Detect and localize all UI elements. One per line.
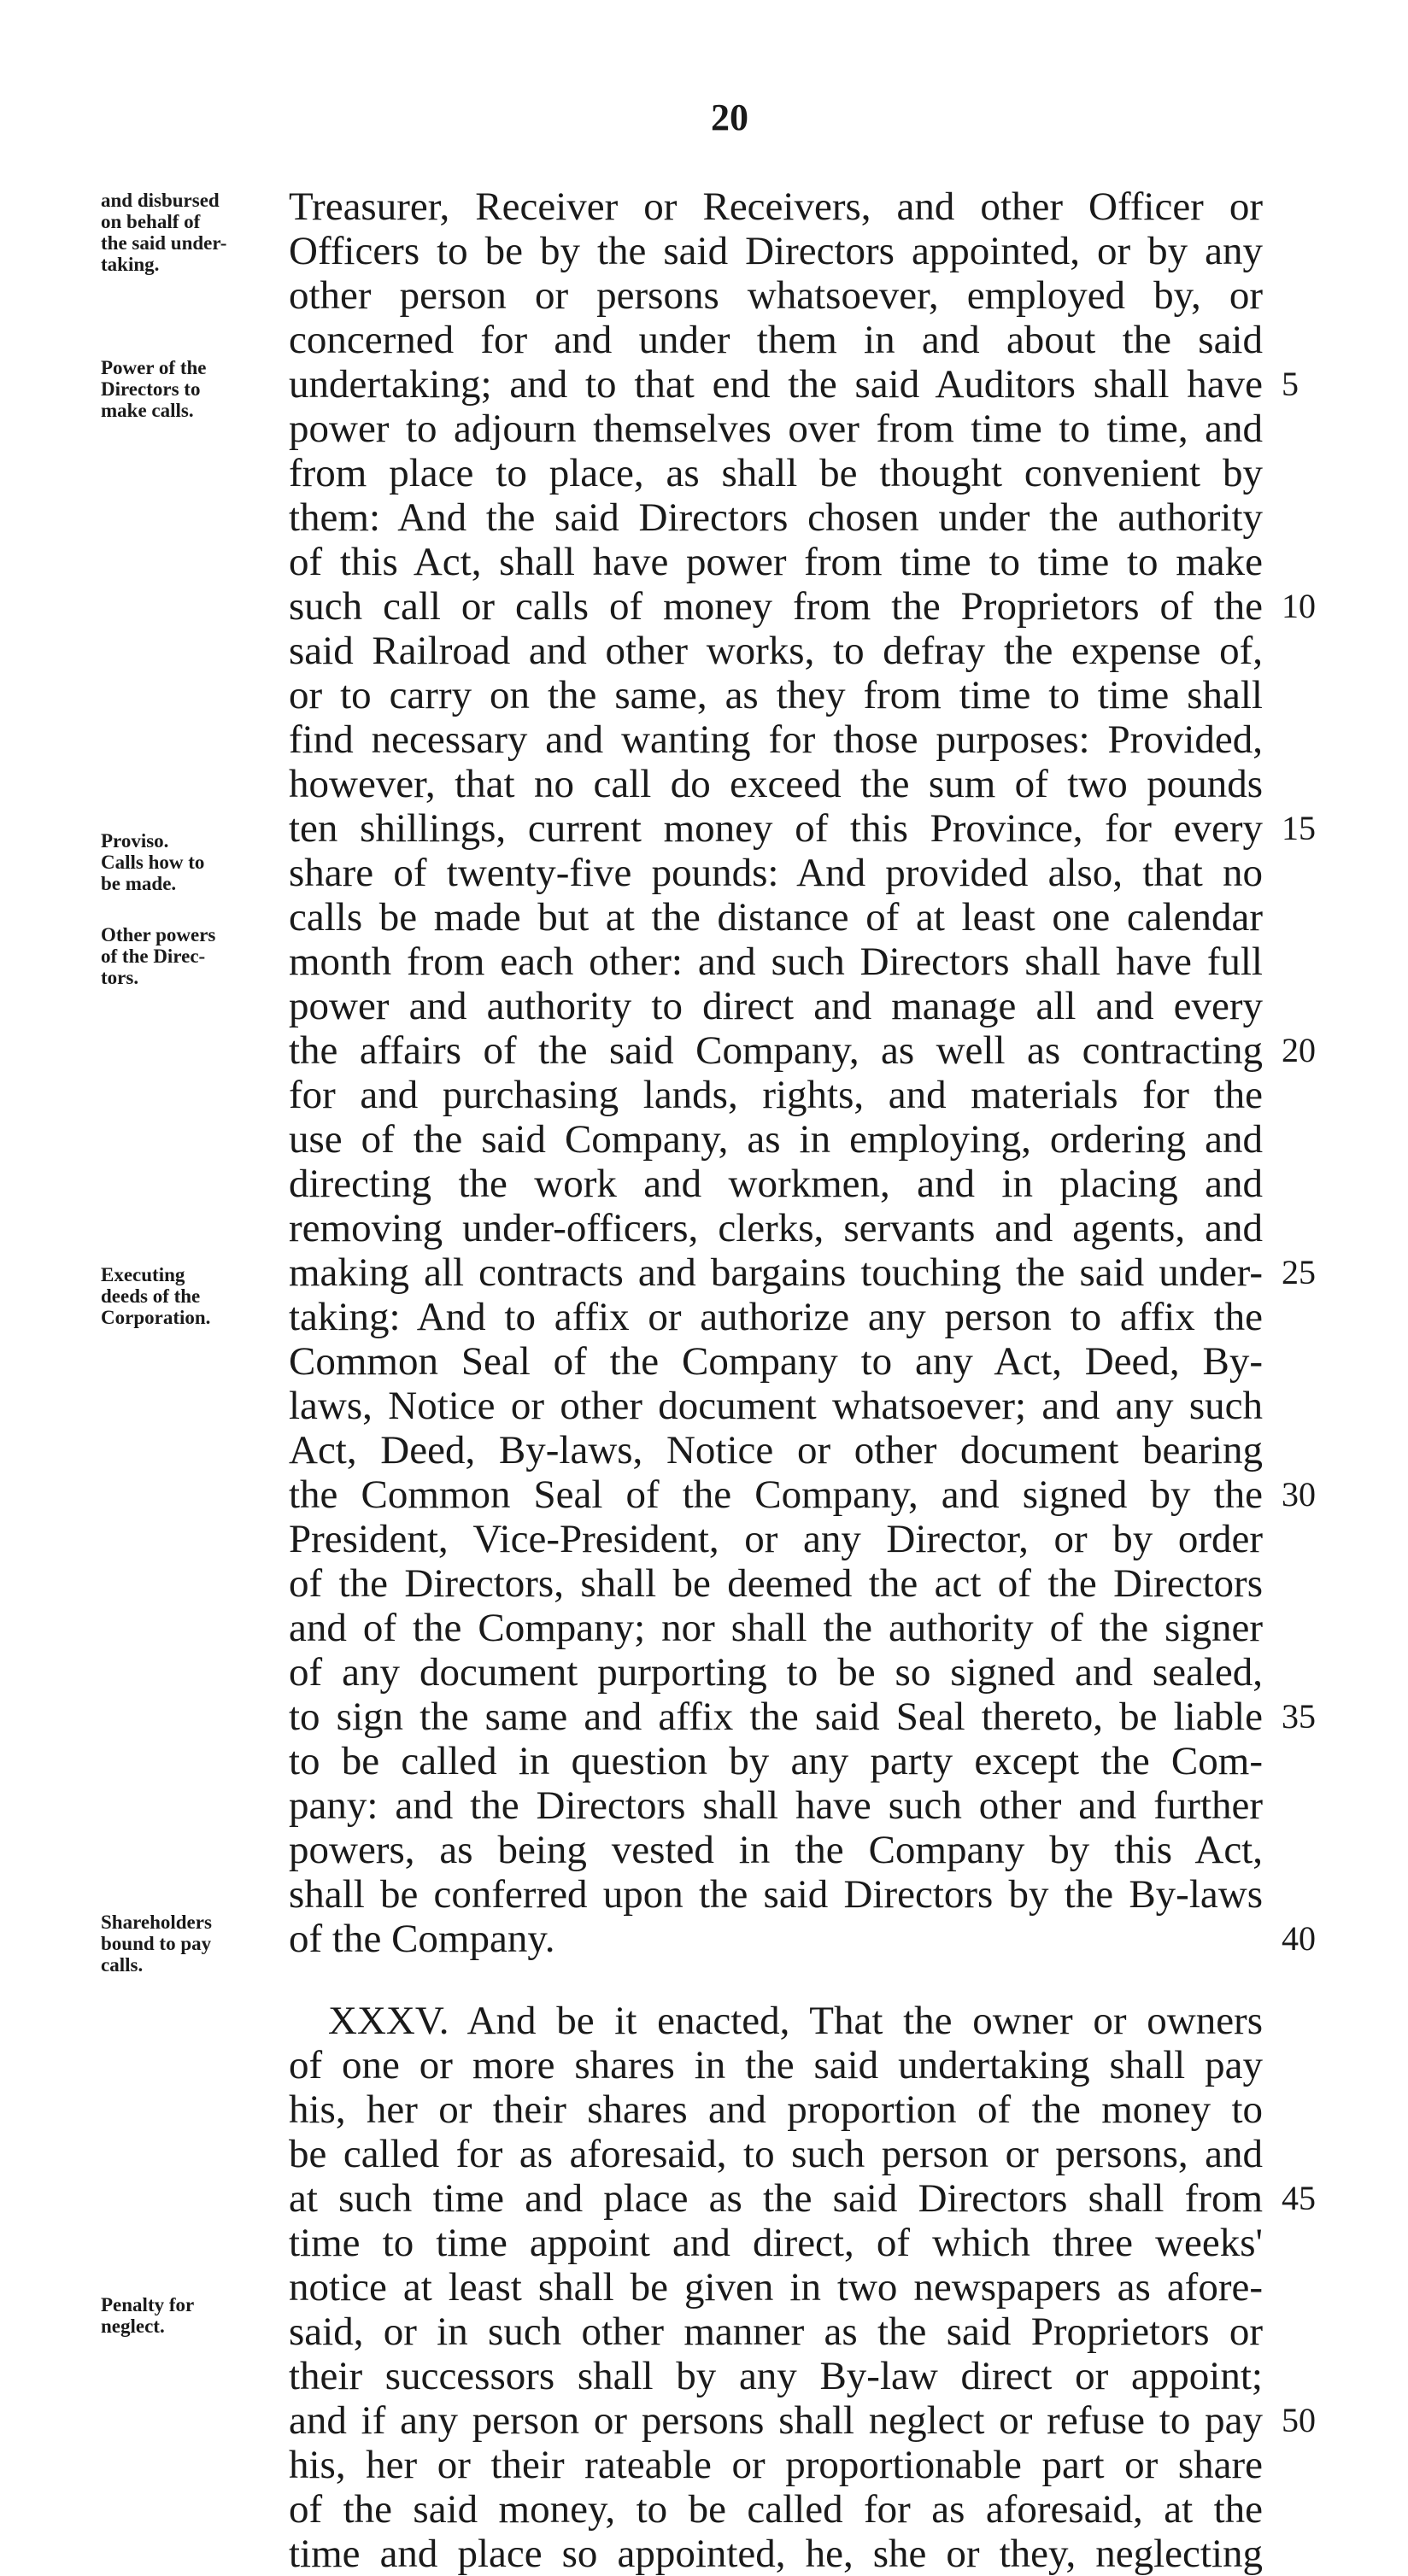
margin-note-line: tors. — [101, 967, 139, 988]
body-line: be called for as aforesaid, to such person or persons, and — [289, 2132, 1263, 2176]
line-number: 10 — [1282, 587, 1316, 625]
body-line: said Railroad and other works, to defray the expense of, — [289, 629, 1263, 673]
body-line: find necessary and wanting for those purposes: Provided, — [289, 717, 1263, 762]
body-line: said, or in such other manner as the said Proprietors or — [289, 2310, 1263, 2354]
body-line: of one or more shares in the said undertaking shall pay — [289, 2043, 1263, 2087]
line-number: 40 — [1282, 1919, 1316, 1958]
margin-note-line: on behalf of — [101, 211, 201, 232]
body-line: taking: And to affix or authorize any person to affix the — [289, 1295, 1263, 1339]
body-line: of the Company. — [289, 1917, 555, 1961]
body-line: calls be made but at the distance of at least one calendar — [289, 895, 1263, 940]
line-number: 30 — [1282, 1475, 1316, 1513]
body-line: shall be conferred upon the said Directors by the By-laws — [289, 1872, 1263, 1917]
body-line: Officers to be by the said Directors appointed, or by any — [289, 229, 1263, 273]
margin-note-line: Other powers — [101, 924, 216, 946]
body-line: the affairs of the said Company, as well as contracting — [289, 1028, 1263, 1073]
body-line: Treasurer, Receiver or Receivers, and other Officer or — [289, 184, 1263, 229]
body-line: share of twenty-five pounds: And provided also, that no — [289, 851, 1263, 895]
line-number: 50 — [1282, 2401, 1316, 2439]
body-line: powers, as being vested in the Company by this Act, — [289, 1828, 1263, 1872]
margin-note-line: Calls how to — [101, 852, 205, 873]
margin-note-line: deeds of the — [101, 1285, 201, 1307]
body-line: removing under-officers, clerks, servants and agents, and — [289, 1206, 1263, 1250]
body-line: the Common Seal of the Company, and signed by the — [289, 1472, 1263, 1517]
body-line: time to time appoint and direct, of which three weeks' — [289, 2221, 1263, 2265]
line-number: 35 — [1282, 1697, 1316, 1736]
body-line: to be called in question by any party except the Com- — [289, 1739, 1263, 1783]
body-line: concerned for and under them in and about the said — [289, 318, 1263, 362]
margin-note-line: Power of the — [101, 357, 207, 378]
body-line: from place to place, as shall be thought convenient by — [289, 451, 1263, 495]
margin-note-line: of the Direc- — [101, 946, 206, 967]
line-number: 20 — [1282, 1031, 1316, 1069]
body-line: their successors shall by any By-law direct or appoint; — [289, 2354, 1263, 2398]
margin-note-line: and disbursed — [101, 190, 220, 211]
body-line: however, that no call do exceed the sum of two pounds — [289, 762, 1263, 806]
margin-note-penalty — [101, 2294, 297, 2337]
margin-note-executing — [101, 1264, 297, 1328]
body-line: other person or persons whatsoever, employed by, or — [289, 273, 1263, 318]
body-line: of this Act, shall have power from time to time to make — [289, 540, 1263, 584]
margin-note-power-calls — [101, 357, 297, 421]
margin-note-line: taking. — [101, 254, 160, 275]
body-line: time and place so appointed, he, she or they, neglecting — [289, 2532, 1263, 2576]
body-line: them: And the said Directors chosen under the authority — [289, 495, 1263, 540]
body-line: notice at least shall be given in two newspapers as afore- — [289, 2265, 1263, 2310]
margin-note-line: Corporation. — [101, 1307, 211, 1328]
section-heading-line: XXXV. And be it enacted, That the owner or owners — [328, 1999, 1263, 2043]
body-line: President, Vice-President, or any Director, or by order — [289, 1517, 1263, 1561]
body-line: to sign the same and affix the said Seal thereto, be liable — [289, 1695, 1263, 1739]
body-line: Act, Deed, By-laws, Notice or other document bearing — [289, 1428, 1263, 1472]
margin-note-line: Penalty for — [101, 2294, 195, 2315]
body-line: power to adjourn themselves over from time to time, and — [289, 407, 1263, 451]
margin-note-line: Directors to — [101, 378, 201, 400]
margin-note-shareholders — [101, 1912, 297, 1976]
margin-note-line: Executing — [101, 1264, 185, 1285]
margin-note-line: Shareholders — [101, 1912, 212, 1933]
body-line: month from each other: and such Directors shall have full — [289, 940, 1263, 984]
body-line: Common Seal of the Company to any Act, Deed, By- — [289, 1339, 1263, 1384]
line-number: 45 — [1282, 2179, 1316, 2217]
body-line: pany: and the Directors shall have such other and further — [289, 1783, 1263, 1828]
margin-note-line: be made. — [101, 873, 177, 894]
body-line: his, her or their shares and proportion of the money to — [289, 2087, 1263, 2132]
line-number: 5 — [1282, 365, 1299, 403]
margin-note-line: make calls. — [101, 400, 194, 421]
body-line: undertaking; and to that end the said Auditors shall have — [289, 362, 1263, 407]
body-line: his, her or their rateable or proportionable part or share — [289, 2443, 1263, 2487]
body-line: laws, Notice or other document whatsoever; and any such — [289, 1384, 1263, 1428]
body-line: directing the work and workmen, and in placing and — [289, 1162, 1263, 1206]
body-line: at such time and place as the said Directors shall from — [289, 2176, 1263, 2221]
margin-note-proviso — [101, 830, 297, 894]
body-line: and of the Company; nor shall the authority of the signer — [289, 1606, 1263, 1650]
body-line: ten shillings, current money of this Province, for every — [289, 806, 1263, 851]
body-line: making all contracts and bargains touching the said under- — [289, 1250, 1263, 1295]
margin-note-line: the said under- — [101, 232, 227, 254]
margin-note-other-powers — [101, 924, 297, 988]
page-number: 20 — [711, 97, 748, 138]
body-line: use of the said Company, as in employing, ordering and — [289, 1117, 1263, 1162]
body-line: and if any person or persons shall neglect or refuse to pay — [289, 2398, 1263, 2443]
line-number: 25 — [1282, 1253, 1316, 1291]
body-line: of the Directors, shall be deemed the act of the Directors — [289, 1561, 1263, 1606]
margin-note-disbursed — [101, 190, 297, 275]
margin-note-line: calls. — [101, 1954, 144, 1976]
body-line: or to carry on the same, as they from time to time shall — [289, 673, 1263, 717]
body-line: for and purchasing lands, rights, and materials for the — [289, 1073, 1263, 1117]
line-number: 15 — [1282, 809, 1316, 847]
body-line: of any document purporting to be so signed and sealed, — [289, 1650, 1263, 1695]
body-line: power and authority to direct and manage all and every — [289, 984, 1263, 1028]
body-line: such call or calls of money from the Proprietors of the — [289, 584, 1263, 629]
body-line: of the said money, to be called for as aforesaid, at the — [289, 2487, 1263, 2532]
margin-note-line: Proviso. — [101, 830, 169, 852]
margin-note-line: bound to pay — [101, 1933, 212, 1954]
margin-note-line: neglect. — [101, 2315, 165, 2337]
